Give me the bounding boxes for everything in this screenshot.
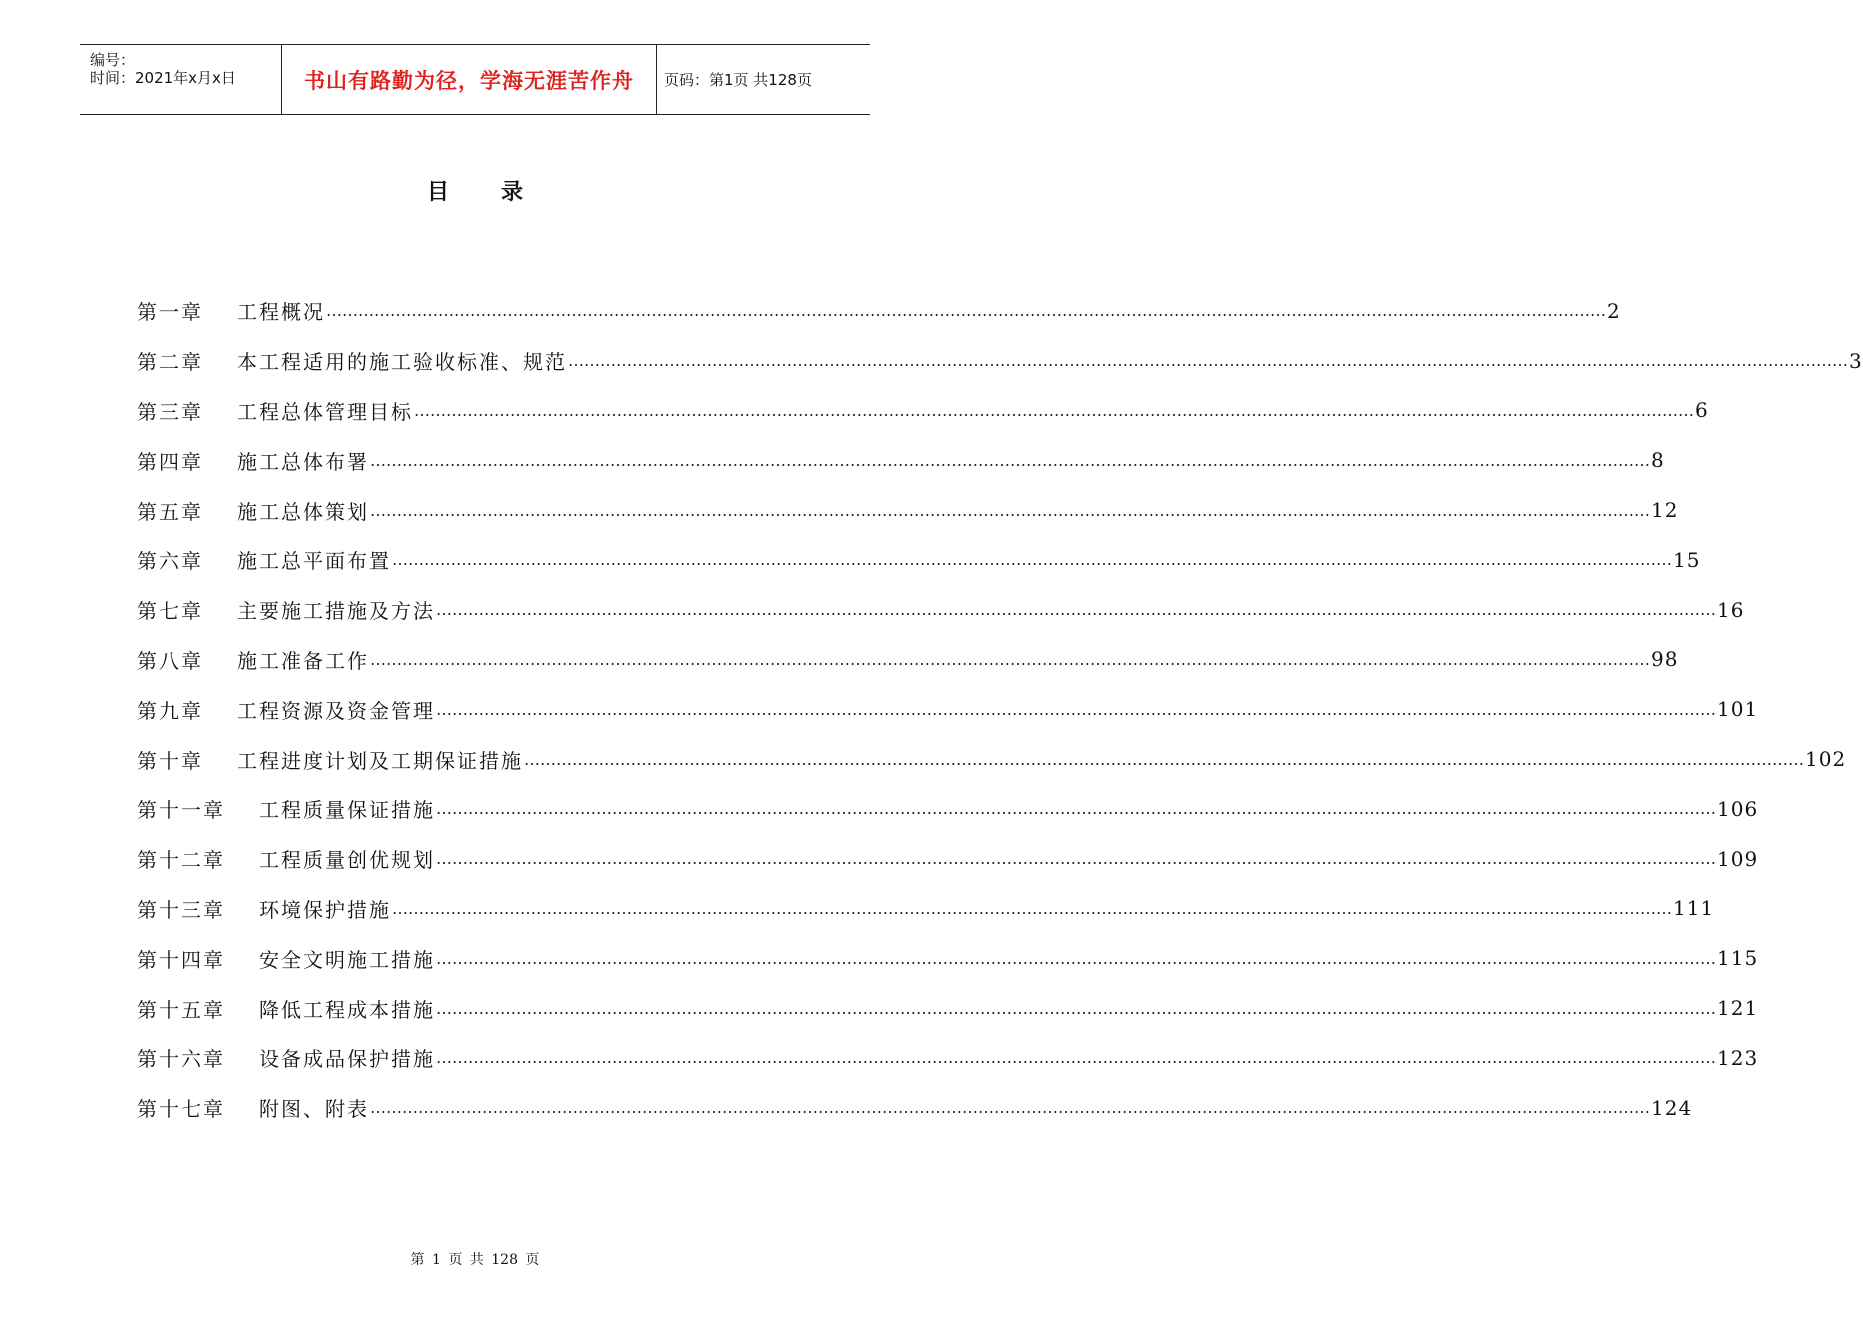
toc-chapter-label: 第十七章 xyxy=(137,1097,225,1122)
document-number-label: 编号： xyxy=(90,51,136,69)
toc-chapter-label: 第十一章 xyxy=(137,798,225,823)
toc-chapter-label: 第二章 xyxy=(137,350,203,375)
toc-page-number: 3 xyxy=(1849,348,1863,373)
toc-page-number: 106 xyxy=(1717,796,1759,821)
toc-page-number: 123 xyxy=(1717,1045,1759,1070)
toc-entry[interactable] xyxy=(137,1033,1759,1083)
toc-leader-dots: …………………………………………………………………………………………………………………………………………………………………………………………………………………… xyxy=(436,799,1716,819)
toc-entry[interactable] xyxy=(137,834,1759,884)
toc-page-number: 6 xyxy=(1695,398,1709,423)
toc-chapter-label: 第五章 xyxy=(137,499,203,524)
toc-entry[interactable] xyxy=(137,535,1701,585)
toc-page-number: 16 xyxy=(1717,597,1745,622)
toc-leader-dots: …………………………………………………………………………………………………………………………………………………………………………………………………………………… xyxy=(370,500,1650,520)
toc-leader-dots: …………………………………………………………………………………………………………………………………………………………………………………………………………………… xyxy=(370,649,1650,669)
toc-entry[interactable] xyxy=(137,784,1759,834)
toc-leader-dots: …………………………………………………………………………………………………………………………………………………………………………………………………………………… xyxy=(436,1048,1716,1068)
toc-page-number: 15 xyxy=(1673,547,1701,572)
toc-chapter-label: 第十四章 xyxy=(137,947,225,972)
toc-page-number: 101 xyxy=(1717,697,1759,722)
toc-chapter-title: 施工总平面布置 xyxy=(237,549,391,574)
toc-chapter-label: 第七章 xyxy=(137,599,203,624)
toc-chapter-label: 第一章 xyxy=(137,300,203,325)
toc-entry[interactable] xyxy=(137,884,1715,934)
toc-entry[interactable] xyxy=(137,386,1709,436)
toc-page-number: 12 xyxy=(1651,498,1679,523)
toc-leader-dots: …………………………………………………………………………………………………………………………………………………………………………………………………………………… xyxy=(414,400,1694,420)
header-meta xyxy=(80,45,280,114)
toc-page-number: 2 xyxy=(1607,298,1621,323)
toc-entry[interactable] xyxy=(137,1083,1693,1133)
toc-page-number: 115 xyxy=(1717,946,1759,971)
toc-page-number: 98 xyxy=(1651,647,1679,672)
toc-leader-dots: …………………………………………………………………………………………………………………………………………………………………………………………………………………… xyxy=(524,749,1804,769)
toc-leader-dots: …………………………………………………………………………………………………………………………………………………………………………………………………………………… xyxy=(436,948,1716,968)
toc-page-number: 111 xyxy=(1673,896,1715,921)
toc-title: 目录 xyxy=(426,180,575,205)
toc-page-number: 121 xyxy=(1717,996,1759,1021)
toc-chapter-title: 施工总体策划 xyxy=(237,499,369,524)
toc-entry[interactable] xyxy=(137,485,1679,535)
header-page-info xyxy=(656,45,870,114)
toc-chapter-label: 第十五章 xyxy=(137,997,225,1022)
toc-leader-dots: …………………………………………………………………………………………………………………………………………………………………………………………………………………… xyxy=(436,699,1716,719)
toc-chapter-label: 第十三章 xyxy=(137,897,225,922)
toc-entry[interactable] xyxy=(137,983,1759,1033)
toc-entry[interactable] xyxy=(137,336,1863,386)
document-time-label: 时间：2021年x月x日 xyxy=(90,69,236,87)
toc-chapter-title: 设备成品保护措施 xyxy=(259,1047,435,1072)
toc-chapter-title: 本工程适用的施工验收标准、规范 xyxy=(237,350,567,375)
toc-page-number: 109 xyxy=(1717,846,1759,871)
toc-chapter-label: 第四章 xyxy=(137,449,203,474)
toc-entry[interactable] xyxy=(137,435,1665,485)
toc-chapter-title: 工程总体管理目标 xyxy=(237,399,413,424)
toc-chapter-title: 附图、附表 xyxy=(259,1097,369,1122)
toc-entry[interactable] xyxy=(137,734,1847,784)
toc-leader-dots: …………………………………………………………………………………………………………………………………………………………………………………………………………………… xyxy=(436,998,1716,1018)
toc-chapter-title: 工程资源及资金管理 xyxy=(237,698,435,723)
toc-chapter-label: 第三章 xyxy=(137,399,203,424)
page-footer: 第 1 页 共 128 页 xyxy=(410,1252,540,1268)
toc-chapter-title: 主要施工措施及方法 xyxy=(237,599,435,624)
toc-entry[interactable] xyxy=(137,585,1745,635)
header-page-text: 页码：第1页 共128页 xyxy=(664,71,812,89)
toc-chapter-title: 工程质量创优规划 xyxy=(259,848,435,873)
toc-page-number: 8 xyxy=(1651,448,1665,473)
toc-entry[interactable] xyxy=(137,286,1621,336)
toc-leader-dots: …………………………………………………………………………………………………………………………………………………………………………………………………………………… xyxy=(392,550,1672,570)
toc-chapter-title: 工程概况 xyxy=(237,300,325,325)
toc-chapter-label: 第九章 xyxy=(137,698,203,723)
table-of-contents xyxy=(137,286,1863,1133)
toc-leader-dots: …………………………………………………………………………………………………………………………………………………………………………………………………………………… xyxy=(568,351,1848,371)
toc-chapter-title: 施工总体布署 xyxy=(237,449,369,474)
toc-leader-dots: …………………………………………………………………………………………………………………………………………………………………………………………………………………… xyxy=(392,898,1672,918)
toc-leader-dots: …………………………………………………………………………………………………………………………………………………………………………………………………………………… xyxy=(436,849,1716,869)
toc-page-number: 102 xyxy=(1805,747,1847,772)
toc-leader-dots: …………………………………………………………………………………………………………………………………………………………………………………………………………………… xyxy=(370,1098,1650,1118)
page-header xyxy=(80,44,870,115)
toc-leader-dots: …………………………………………………………………………………………………………………………………………………………………………………………………………………… xyxy=(436,600,1716,620)
toc-entry[interactable] xyxy=(137,635,1679,685)
toc-chapter-title: 环境保护措施 xyxy=(259,897,391,922)
toc-page-number: 124 xyxy=(1651,1095,1693,1120)
toc-chapter-title: 施工准备工作 xyxy=(237,648,369,673)
toc-entry[interactable] xyxy=(137,933,1759,983)
toc-chapter-label: 第十章 xyxy=(137,748,203,773)
toc-leader-dots: …………………………………………………………………………………………………………………………………………………………………………………………………………………… xyxy=(326,301,1606,321)
toc-chapter-title: 降低工程成本措施 xyxy=(259,997,435,1022)
toc-entry[interactable] xyxy=(137,684,1759,734)
toc-leader-dots: …………………………………………………………………………………………………………………………………………………………………………………………………………………… xyxy=(370,450,1650,470)
toc-chapter-title: 安全文明施工措施 xyxy=(259,947,435,972)
toc-chapter-label: 第八章 xyxy=(137,648,203,673)
toc-chapter-label: 第十六章 xyxy=(137,1047,225,1072)
header-motto: 书山有路勤为径，学海无涯苦作舟 xyxy=(281,45,657,114)
toc-chapter-title: 工程质量保证措施 xyxy=(259,798,435,823)
toc-chapter-title: 工程进度计划及工期保证措施 xyxy=(237,748,523,773)
toc-chapter-label: 第十二章 xyxy=(137,848,225,873)
toc-chapter-label: 第六章 xyxy=(137,549,203,574)
